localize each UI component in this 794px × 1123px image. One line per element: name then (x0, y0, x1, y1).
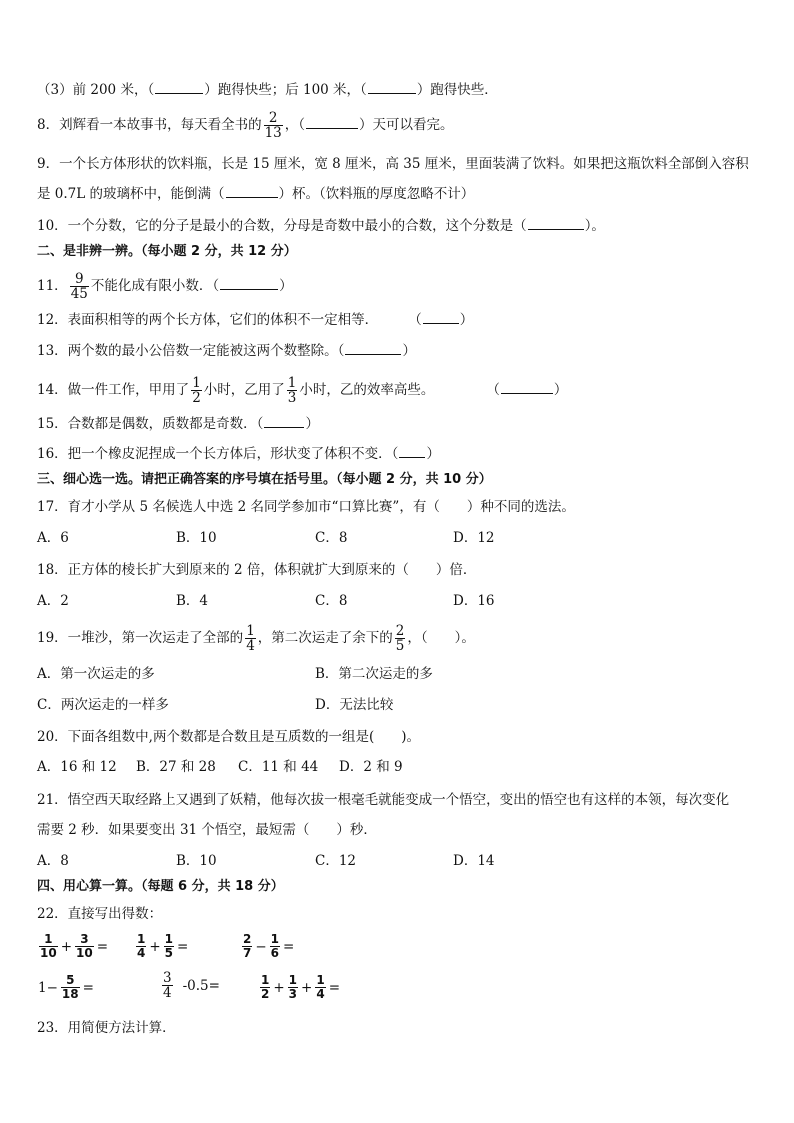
question-22-title: 22．直接写出得数： (37, 906, 163, 922)
answer-blank[interactable] (501, 380, 553, 394)
question-17: 17．育才小学从 5 名候选人中选 2 名同学参加市“口算比赛”，有（ ）种不同的选法。 (37, 499, 575, 515)
option-b[interactable]: B．4 (176, 593, 209, 609)
question-13: 13．两个数的最小公倍数一定能被这两个数整除。（ ） (37, 343, 416, 359)
question-14: 14．做一件工作，甲用了 $\frac{1}{2}$ 小时，乙用了 $\frac{1}{3}$ 小时，乙的效率高些。 （ ） (37, 375, 568, 406)
fraction: $\frac{1}{3}$ (288, 973, 298, 1001)
question-10: 10．一个分数，它的分子是最小的合数，分母是奇数中最小的合数，这个分数是（ ）。 (37, 218, 605, 234)
question-11: 11． $\frac{9}{45}$ 不能化成有限小数．（ ） (37, 271, 293, 302)
fraction: $\frac{1}{6}$ (270, 932, 280, 960)
fraction: $\frac{1}{5}$ (164, 932, 174, 960)
answer-blank[interactable] (306, 115, 358, 129)
answer-blank[interactable] (155, 80, 203, 94)
section-2-heading: 二、是非辨一辨。（每小题 2 分，共 12 分） (37, 244, 297, 259)
fraction: $\frac{2}{13}$ (264, 110, 282, 141)
option-a[interactable]: A．6 (37, 530, 69, 546)
option-b[interactable]: B．27 和 28 (136, 759, 216, 775)
option-b[interactable]: B．10 (176, 853, 217, 869)
option-d[interactable]: D．2 和 9 (339, 759, 403, 775)
calc-expression-6: $\frac{1}{2}$ + $\frac{1}{3}$ + $\frac{1}{4}$ = (261, 973, 341, 1001)
calc-expression-3: $\frac{2}{7}$ − $\frac{1}{6}$ = (243, 932, 295, 960)
option-d[interactable]: D．12 (453, 530, 495, 546)
question-7-part-3: （3）前 200 米，（ ）跑得快些；后 100 米，（ ）跑得快些． (37, 82, 498, 98)
answer-blank[interactable] (399, 444, 425, 458)
fraction: $\frac{2}{5}$ (395, 623, 405, 654)
calc-expression-2: $\frac{1}{4}$ + $\frac{1}{5}$ = (137, 932, 189, 960)
fraction: $\frac{1}{4}$ (246, 623, 255, 654)
question-9-line-2: 是 0.7L 的玻璃杯中，能倒满（ ）杯。（饮料瓶的厚度忽略不计） (37, 186, 475, 202)
option-d[interactable]: D．14 (453, 853, 495, 869)
answer-blank[interactable] (264, 414, 304, 428)
fraction: $\frac{1}{3}$ (287, 375, 297, 406)
option-b[interactable]: B．第二次运走的多 (315, 666, 433, 682)
question-20: 20．下面各组数中,两个数都是合数且是互质数的一组是( )。 (37, 729, 421, 745)
option-a[interactable]: A．16 和 12 (37, 759, 117, 775)
question-15: 15．合数都是偶数，质数都是奇数．（ ） (37, 416, 319, 432)
section-3-heading: 三、细心选一选。请把正确答案的序号填在括号里。（每小题 2 分，共 10 分） (37, 472, 492, 487)
answer-blank[interactable] (368, 80, 416, 94)
question-23: 23．用简便方法计算． (37, 1020, 176, 1036)
option-a[interactable]: A．8 (37, 853, 69, 869)
option-c[interactable]: C．11 和 44 (238, 759, 319, 775)
answer-blank[interactable] (423, 310, 459, 324)
fraction: $\frac{9}{45}$ (70, 271, 88, 302)
question-9-line-1: 9．一个长方体形状的饮料瓶，长是 15 厘米，宽 8 厘米，高 35 厘米，里面装满了饮料。如果把这瓶饮料全部倒入容积 (37, 156, 749, 172)
answer-blank[interactable] (528, 216, 584, 230)
option-c[interactable]: C．两次运走的一样多 (37, 697, 169, 713)
answer-blank[interactable] (220, 276, 278, 290)
option-a[interactable]: A．2 (37, 593, 69, 609)
option-a[interactable]: A．第一次运走的多 (37, 666, 155, 682)
question-12: 12．表面积相等的两个长方体，它们的体积不一定相等． （ ） (37, 312, 474, 328)
section-4-heading: 四、用心算一算。（每题 6 分，共 18 分） (37, 879, 284, 894)
option-c[interactable]: C．8 (315, 593, 348, 609)
question-8: 8．刘辉看一本故事书，每天看全书的 $\frac{2}{13}$ ，（ ）天可以看完。 (37, 110, 454, 141)
answer-blank[interactable] (345, 341, 401, 355)
calc-expression-5: $\frac{3}{4}$ -0.5= (163, 970, 220, 1001)
question-21-line-2: 需要 2 秒．如果要变出 31 个悟空，最短需（ ）秒． (37, 822, 377, 838)
fraction: $\frac{1}{2}$ (192, 375, 201, 406)
fraction: $\frac{5}{18}$ (61, 973, 79, 1001)
option-c[interactable]: C．8 (315, 530, 348, 546)
option-b[interactable]: B．10 (176, 530, 217, 546)
fraction: $\frac{1}{2}$ (261, 973, 270, 1001)
fraction: $\frac{3}{4}$ (163, 970, 172, 1001)
fraction: $\frac{1}{4}$ (137, 932, 146, 960)
question-16: 16．把一个橡皮泥捏成一个长方体后，形状变了体积不变．（ ） (37, 446, 440, 462)
fraction: $\frac{3}{10}$ (76, 932, 93, 960)
calc-expression-1: $\frac{1}{10}$ + $\frac{3}{10}$ = (40, 932, 109, 960)
question-21-line-1: 21．悟空西天取经路上又遇到了妖精，他每次拔一根毫毛就能变成一个悟空，变出的悟空也有这样的本领，每次变化 (37, 792, 730, 808)
option-d[interactable]: D．16 (453, 593, 495, 609)
fraction: $\frac{2}{7}$ (243, 932, 252, 960)
calc-expression-4: 1− $\frac{5}{18}$ = (38, 973, 94, 1001)
fraction: $\frac{1}{10}$ (40, 932, 57, 960)
question-18: 18．正方体的棱长扩大到原来的 2 倍，体积就扩大到原来的（ ）倍． (37, 562, 477, 578)
option-c[interactable]: C．12 (315, 853, 357, 869)
answer-blank[interactable] (226, 184, 278, 198)
option-d[interactable]: D．无法比较 (315, 697, 394, 713)
fraction: $\frac{1}{4}$ (316, 973, 325, 1001)
question-19: 19．一堆沙，第一次运走了全部的 $\frac{1}{4}$ ，第二次运走了余下的 $\frac{2}{5}$ ，（ ）。 (37, 623, 475, 654)
